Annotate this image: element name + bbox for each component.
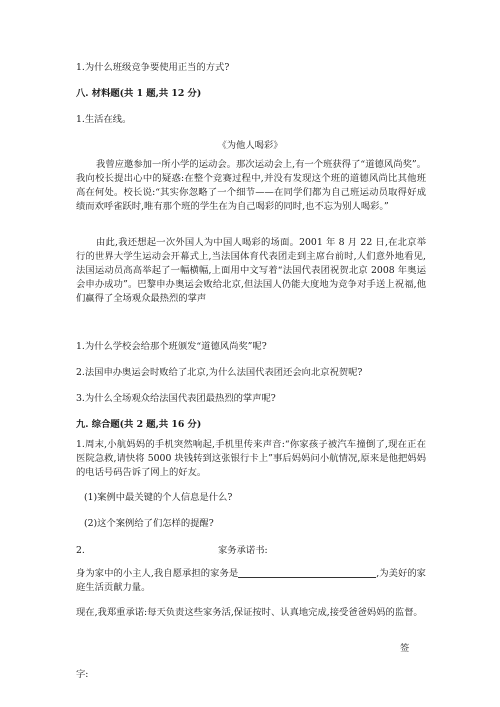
signature-label: 字: <box>76 669 89 680</box>
passage-paragraph: 由此,我还想起一次外国人为中国人喝彩的场面。2001 年 8 月 22 日,在北京举行的世界大学生运动会开幕式上,当法国体育代表团走到主席台前时,人们意外地看见,法国运动员高高举起了一幅横幅,上面用中文写着“法国代表团祝贺北京 2008 年奥运会申办成功”。巴黎申办奥运会败给北京,但法国人仍能大度地为竞争对手送上祝福,他们赢得了全场观众最热烈的掌声 <box>76 237 426 304</box>
promise-title: 家务承诺书: <box>218 545 268 556</box>
case-paragraph: 1.周末,小航妈妈的手机突然响起,手机里传来声音:“你家孩子被汽车撞倒了,现在正在医院急救,请快将 5000 块钱转到这张银行卡上”事后妈妈问小航情况,原来是他把妈妈的电话号码告诉了网上的好友。 <box>76 439 426 478</box>
section-heading: 九. 综合题(共 2 题,共 16 分) <box>76 419 202 430</box>
question-text: 1.为什么学校会给那个班颁发“道德风尚奖”呢? <box>76 341 267 352</box>
sub-question: (1)案例中最关键的个人信息是什么? <box>84 492 233 503</box>
question-text: 1.为什么班级竞争要使用正当的方式? <box>76 62 230 73</box>
item-label: 1.生活在线。 <box>76 114 132 125</box>
passage-title: 《为他人喝彩》 <box>217 140 283 151</box>
question-text: 3.为什么全场观众给法国代表团最热烈的掌声呢? <box>76 393 276 404</box>
question-text: 2.法国申办奥运会时败给了北京,为什么法国代表团还会向北京祝贺呢? <box>76 367 363 378</box>
chores-blank <box>238 567 376 578</box>
signature-label: 签 <box>400 643 410 654</box>
sub-question: (2)这个案例给了们怎样的提醒? <box>84 518 214 529</box>
promise-paragraph <box>76 567 426 595</box>
passage-paragraph: 我曾应邀参加一所小学的运动会。那次运动会上,有一个班获得了“道德风尚奖”。我向校长提出心中的疑惑:在整个竞赛过程中,并没有发现这个班的道德风尚比其他班高在何处。校长说:“其实你忽略了一个细节——在同学们都为自己班运动员取得好成绩而欢呼雀跃时,唯有那个班的学生在为自己喝彩的同时,也不忘为别人喝彩。” <box>76 159 426 212</box>
promise-paragraph: 现在,我郑重承诺:每天负责这些家务活,保证按时、认真地完成,接受爸爸妈妈的监督。 <box>76 607 423 618</box>
section-heading: 八. 材料题(共 1 题,共 12 分) <box>76 88 202 99</box>
item-number: 2. <box>76 545 85 556</box>
promise-text: ,为美好的家庭生活贡献力量。 <box>76 568 426 593</box>
promise-text: 身为家中的小主人,我自愿承担的家务是 <box>76 568 239 579</box>
